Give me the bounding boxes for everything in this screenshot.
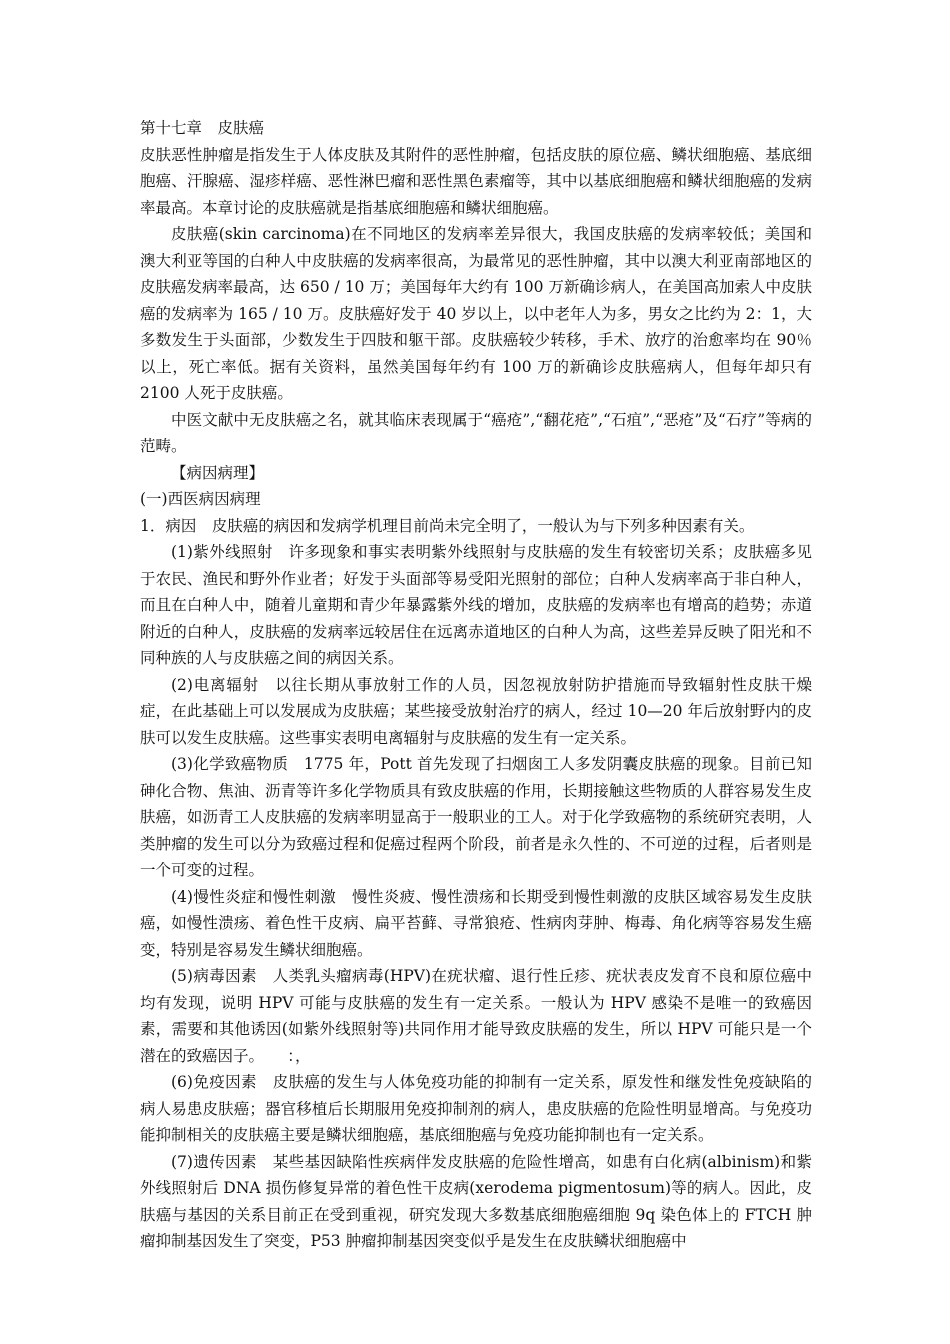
cause-item: (5)病毒因素 人类乳头瘤病毒(HPV)在疣状瘤、退行性丘疹、疣状表皮发育不良和原位癌中均有发现，说明 HPV 可能与皮肤癌的发生有一定关系。一般认为 HPV 感染不是唯一的致癌因素，需要和其他诱因(如紫外线照射等)共同作用才能导致皮肤癌的发生，所以 HPV 可能只是一个潜在的致癌因子。 ：， <box>140 967 812 1065</box>
cause-item: (7)遗传因素 某些基因缺陷性疾病伴发皮肤癌的危险性增高，如患有白化病(albinism)和紫外线照射后 DNA 损伤修复异常的着色性干皮病(xerodema pigmentosum)等的病人。因此，皮肤癌与基因的关系目前正在受到重视，研究发现大多数基底细胞癌细胞 9q 染色体上的 FTCH 肿瘤抑制基因发生了突变，P53 肿瘤抑制基因突变似乎是发生在皮肤鳞状细胞癌中 <box>140 1152 812 1250</box>
subsection-heading: (一)西医病因病理 <box>140 490 261 508</box>
paragraph-intro: 皮肤恶性肿瘤是指发生于人体皮肤及其附件的恶性肿瘤，包括皮肤的原位癌、鳞状细胞癌、基底细胞癌、汗腺癌、湿疹样癌、恶性淋巴瘤和恶性黑色素瘤等，其中以基底细胞癌和鳞状细胞癌的发病率最高。本章讨论的皮肤癌就是指基底细胞癌和鳞状细胞癌。 <box>140 145 812 217</box>
cause-item: (4)慢性炎症和慢性刺激 慢性炎疲、慢性溃疡和长期受到慢性刺激的皮肤区域容易发生皮肤癌，如慢性溃疡、着色性干皮病、扁平苔藓、寻常狼疮、性病肉芽肿、梅毒、角化病等容易发生癌变，特别是容易发生鳞状细胞癌。 <box>140 887 812 959</box>
chapter-title: 第十七章 皮肤癌 <box>140 119 265 137</box>
etiology-intro: 1．病因 皮肤癌的病因和发病学机理目前尚未完全明了，一般认为与下列多种因素有关。 <box>140 516 755 535</box>
cause-item: (6)免疫因素 皮肤癌的发生与人体免疫功能的抑制有一定关系，原发性和继发性免疫缺陷的病人易患皮肤癌；器官移植后长期服用免疫抑制剂的病人，患皮肤癌的危险性明显增高。与免疫功能抑制相关的皮肤癌主要是鳞状细胞癌，基底细胞癌与免疫功能抑制也有一定关系。 <box>140 1073 812 1144</box>
paragraph-tcm: 中医文献中无皮肤癌之名，就其临床表现属于“癌疮”,“翻花疮”,“石疽”,“恶疮”及“石疗”等病的范畴。 <box>140 410 812 455</box>
section-heading: 【病因病理】 <box>171 463 265 482</box>
cause-item: (3)化学致癌物质 1775 年，Pott 首先发现了扫烟囱工人多发阴囊皮肤癌的现象。目前已知砷化合物、焦油、沥青等许多化学物质具有致皮肤癌的作用，长期接触这些物质的人群容易发生皮肤癌，如沥青工人皮肤癌的发病率明显高于一般职业的工人。对于化学致癌物的系统研究表明，人类肿瘤的发生可以分为致癌过程和促癌过程两个阶段，前者是永久性的、不可逆的过程，后者则是一个可变的过程。 <box>140 755 812 879</box>
paragraph-epidemiology: 皮肤癌(skin carcinoma)在不同地区的发病率差异很大，我国皮肤癌的发病率较低；美国和澳大利亚等国的白种人中皮肤癌的发病率很高，为最常见的恶性肿瘤，其中以澳大利亚南部地区的皮肤癌发病率最高，达 650 / 10 万；美国每年大约有 100 万新确诊病人，在美国高加索人中皮肤癌的发病率为 165 / 10 万。皮肤癌好发于 40 岁以上，以中老年人为多，男女之比约为 2：1，大多数发生于头面部，少数发生于四肢和躯干部。皮肤癌较少转移，手术、放疗的治愈率均在 90％以上，死亡率低。据有关资料，虽然美国每年约有 100 万的新确诊皮肤癌病人，但每年却只有 2100 人死于皮肤癌。 <box>140 225 812 402</box>
cause-item: (1)紫外线照射 许多现象和事实表明紫外线照射与皮肤癌的发生有较密切关系；皮肤癌多见于农民、渔民和野外作业者；好发于头面部等易受阳光照射的部位；白种人发病率高于非白种人，而且在白种人中，随着儿童期和青少年暴露紫外线的增加，皮肤癌的发病率也有增高的趋势；赤道附近的白种人，皮肤癌的发病率远较居住在远离赤道地区的白种人为高，这些差异反映了阳光和不同种族的人与皮肤癌之间的病因关系。 <box>140 543 812 667</box>
cause-item: (2)电离辐射 以往长期从事放射工作的人员，因忽视放射防护措施而导致辐射性皮肤干燥症，在此基础上可以发展成为皮肤癌；某些接受放射治疗的病人，经过 10—20 年后放射野内的皮肤可以发生皮肤癌。这些事实表明电离辐射与皮肤癌的发生有一定关系。 <box>140 675 812 747</box>
document-page <box>140 115 812 1255</box>
